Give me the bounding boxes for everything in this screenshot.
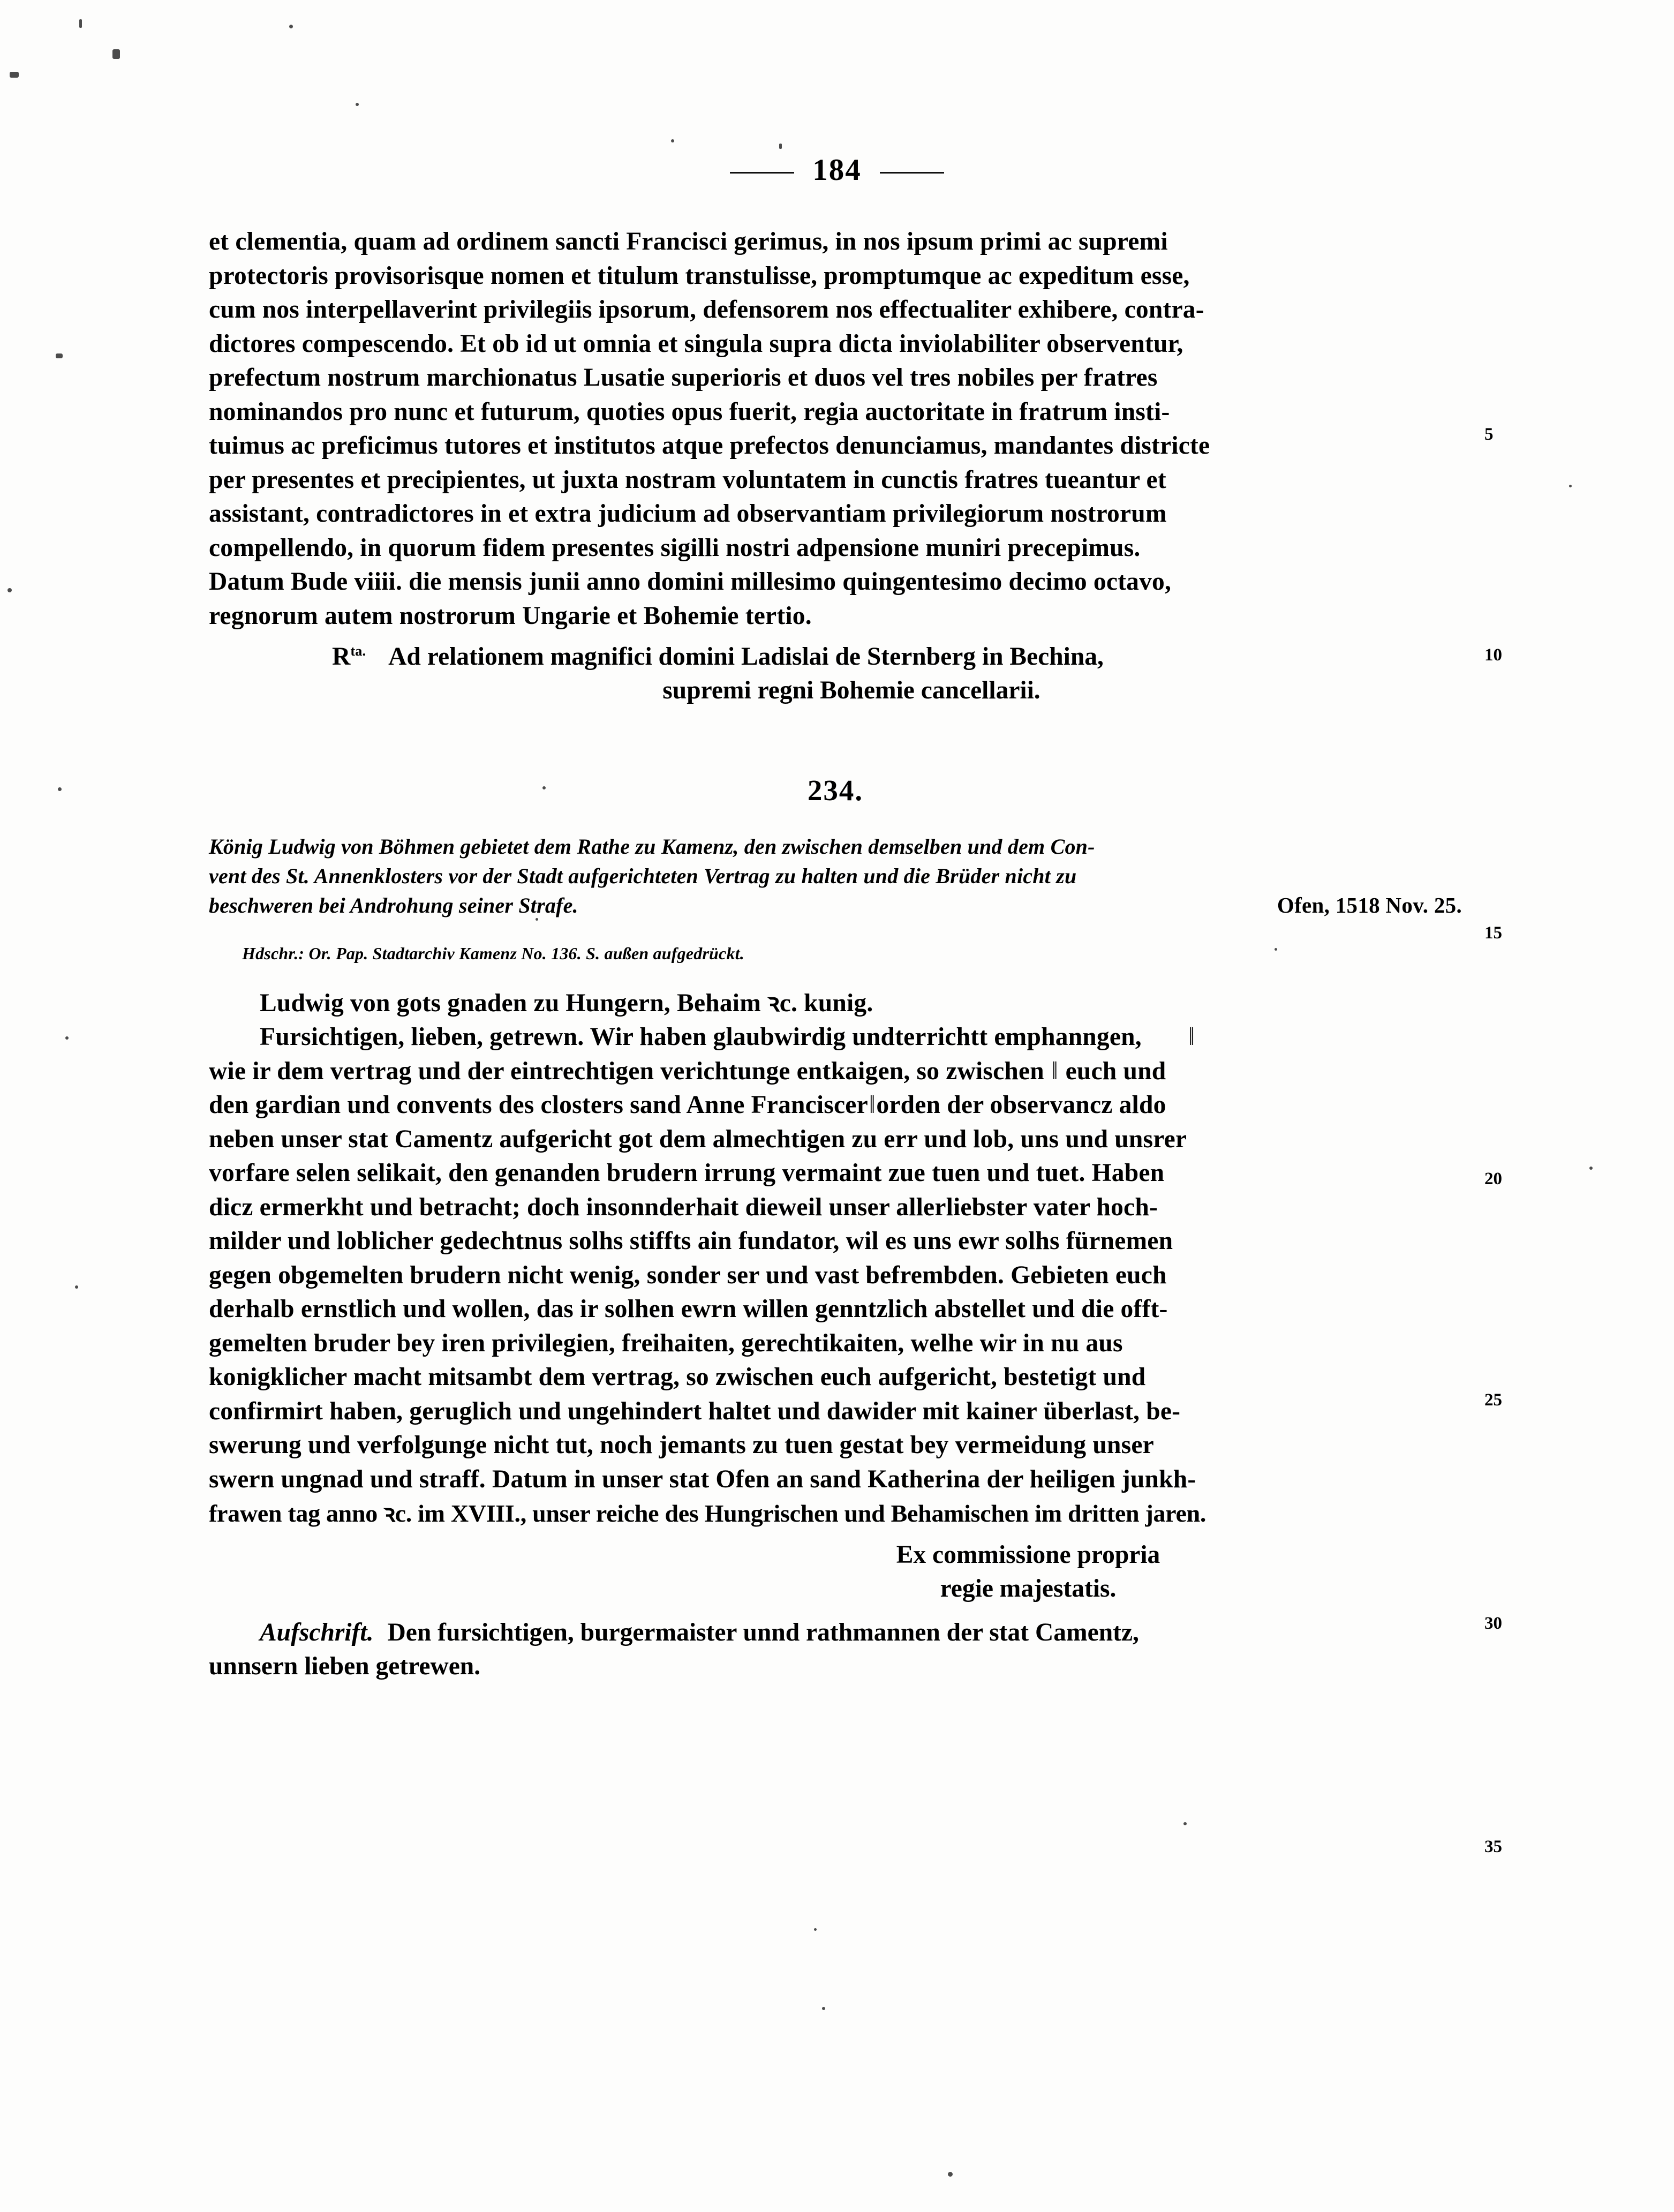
line-number-35: 35: [1484, 1837, 1502, 1856]
scan-speck: [822, 2007, 825, 2010]
text-line: Datum Bude viiii. die mensis junii anno domini millesimo quingentesimo decimo octavo,: [209, 568, 1172, 596]
scan-speck: [1183, 1822, 1187, 1825]
scan-speck: [814, 1928, 817, 1931]
text-line: confirmirt haben, geruglich und ungehindert haltet und dawider mit kainer überlast, be-: [209, 1397, 1181, 1425]
registration-mark-suffix: ta.: [350, 643, 366, 659]
manuscript-line-break-mark: ‖: [869, 1091, 876, 1119]
manuscript-line-break-mark: ‖: [1188, 1023, 1195, 1051]
chancellor-line: supremi regni Bohemie cancellarii.: [662, 676, 1040, 705]
line-number-10: 10: [1484, 645, 1502, 665]
scan-speck: [65, 1036, 69, 1040]
line-number-25: 25: [1484, 1390, 1502, 1410]
scan-speck: [79, 19, 82, 28]
scan-speck: [7, 588, 12, 592]
text-line: per presentes et precipientes, ut juxta nostram voluntatem in cunctis fratres tueantur et: [209, 465, 1166, 494]
text-line: assistant, contradictores in et extra judicium ad observantiam privilegiorum nostrorum: [209, 500, 1167, 528]
aufschrift-label: Aufschrift.: [260, 1618, 374, 1646]
text-line: konigklicher macht mitsambt dem vertrag, so zwischen euch aufgericht, bestetigt und: [209, 1363, 1146, 1391]
registration-mark: $R^{ta.}$: [332, 642, 366, 671]
text-line: wie ir dem vertrag und der eintrechtigen verichtunge entkaigen, so zwischen ‖ euch und: [209, 1055, 1462, 1089]
scan-speck: [112, 49, 120, 59]
text-line: cum nos interpellaverint privilegiis ipsorum, defensorem nos effectualiter exhibere, contra-: [209, 296, 1204, 323]
scan-speck: [56, 353, 63, 358]
scan-speck: [10, 72, 19, 78]
intitulatio-line: Ludwig von gots gnaden zu Hungern, Behaim ꝛc. kunig.: [260, 989, 873, 1017]
header-rule-right: [880, 172, 944, 174]
scan-speck: [356, 103, 359, 106]
header-rule-left: [730, 172, 794, 174]
scan-speck: [671, 139, 674, 142]
signature-line-1: Ex commissione propria: [896, 1540, 1160, 1569]
text-line: compellendo, in quorum fidem presentes sigilli nostri adpensione muniri precepimus.: [209, 533, 1141, 562]
relation-text: Ad relationem magnifici domini Ladislai de Sternberg in Bechina,: [388, 642, 1104, 671]
text-line: nominandos pro nunc et futurum, quoties opus fuerit, regia auctoritate in fratrum insti-: [209, 397, 1170, 426]
scan-speck: [948, 2172, 953, 2177]
aufschrift-text-line-2: unnsern lieben getrewen.: [209, 1652, 481, 1681]
text-line: swerung und verfolgunge nicht tut, noch jemants zu tuen gestat bey vermeidung unser: [209, 1431, 1154, 1459]
latin-document-body: [209, 225, 1462, 633]
text-column: [209, 225, 1462, 1684]
scan-speck: [289, 25, 293, 28]
text-line: vorfare selen selikait, den genanden brudern irrung vermaint zue tuen und tuet. Haben: [209, 1159, 1165, 1187]
regest-line: König Ludwig von Böhmen gebietet dem Rathe zu Kamenz, den zwischen demselben und dem Con-: [209, 834, 1095, 859]
manuscript-source-note: Hdschr.: Or. Pap. Stadtarchiv Kamenz No. 136. S. außen aufgedrückt.: [242, 943, 744, 963]
line-number-5: 5: [1484, 425, 1494, 444]
line-number-15: 15: [1484, 923, 1502, 943]
text-line: gegen obgemelten brudern nicht wenig, sonder ser und vast befrembden. Gebieten euch: [209, 1261, 1167, 1289]
registration-block: [209, 634, 1462, 708]
line-number-20: 20: [1484, 1169, 1502, 1188]
text-line: milder und loblicher gedechtnus solhs stiffts ain fundator, wil es uns ewr solhs fürnemen: [209, 1227, 1173, 1255]
text-line: protectoris provisorisque nomen et titulum transtulisse, promptumque ac expeditum esse,: [209, 261, 1190, 290]
text-line: swern ungnad und straff. Datum in unser stat Ofen an sand Katherina der heiligen junkh-: [209, 1465, 1196, 1493]
scan-speck: [1569, 485, 1572, 487]
manuscript-line-break-mark: ‖: [1052, 1057, 1058, 1085]
line-number-30: 30: [1484, 1614, 1502, 1633]
scan-speck: [75, 1285, 78, 1289]
text-line: regnorum autem nostrorum Ungarie et Bohemie tertio.: [209, 601, 812, 630]
aufschrift-block: [209, 1616, 1462, 1684]
text-line: derhalb ernstlich und wollen, das ir solhen ewrn willen genntzlich abstellet und die offt-: [209, 1295, 1168, 1323]
text-line: tuimus ac preficimus tutores et institutos atque prefectos denunciamus, mandantes districte: [209, 432, 1210, 460]
text-line: prefectum nostrum marchionatus Lusatie superioris et duos vel tres nobiles per fratres: [209, 364, 1158, 392]
aufschrift-text: Den fursichtigen, burgermaister unnd rathmannen der stat Camentz,: [387, 1618, 1139, 1646]
page-number: 184: [812, 153, 862, 187]
place-date: Ofen, 1518 Nov. 25.: [1277, 892, 1462, 917]
regest-last-line: [209, 891, 1462, 920]
text-line: frawen tag anno ꝛc. im XVIII., unser reiche des Hungrischen und Behamischen im dritten jaren.: [209, 1500, 1207, 1528]
text-line: neben unser stat Camentz aufgericht got dem almechtigen zu err und lob, uns und unsrer: [209, 1125, 1187, 1153]
text-line: dictores compescendo. Et ob id ut omnia et singula supra dicta inviolabiliter observentur,: [209, 329, 1183, 358]
text-line: et clementia, quam ad ordinem sancti Francisci gerimus, in nos ipsum primi ac supremi: [209, 228, 1168, 255]
running-head: [0, 153, 1674, 187]
relation-line: [209, 634, 1462, 674]
regest-line: beschweren bei Androhung seiner Strafe.: [209, 893, 578, 917]
document-number-heading: 234.: [807, 773, 864, 807]
text-line: Fursichtigen, lieben, getrewn. Wir haben glaubwirdig undterrichtt emphanngen, ‖: [209, 1020, 1462, 1055]
signature-line-2: regie majestatis.: [940, 1575, 1117, 1603]
regest-line: vent des St. Annenklosters vor der Stadt aufgerichteten Vertrag zu halten und die Brüder nicht zu: [209, 863, 1077, 888]
scan-speck: [58, 787, 62, 791]
regest-summary: [209, 832, 1462, 920]
charter-body: [209, 987, 1462, 1531]
scan-speck: [779, 144, 782, 149]
text-line: den gardian und convents des closters sand Anne Franciscer‖orden der observancz aldo: [209, 1088, 1462, 1123]
text-line: dicz ermerkht und betracht; doch insonnderhait dieweil unser allerliebster vater hoch-: [209, 1193, 1158, 1221]
text-line: gemelten bruder bey iren privilegien, freihaiten, gerechtikaiten, welhe wir in nu aus: [209, 1329, 1123, 1357]
scan-speck: [1589, 1167, 1593, 1170]
